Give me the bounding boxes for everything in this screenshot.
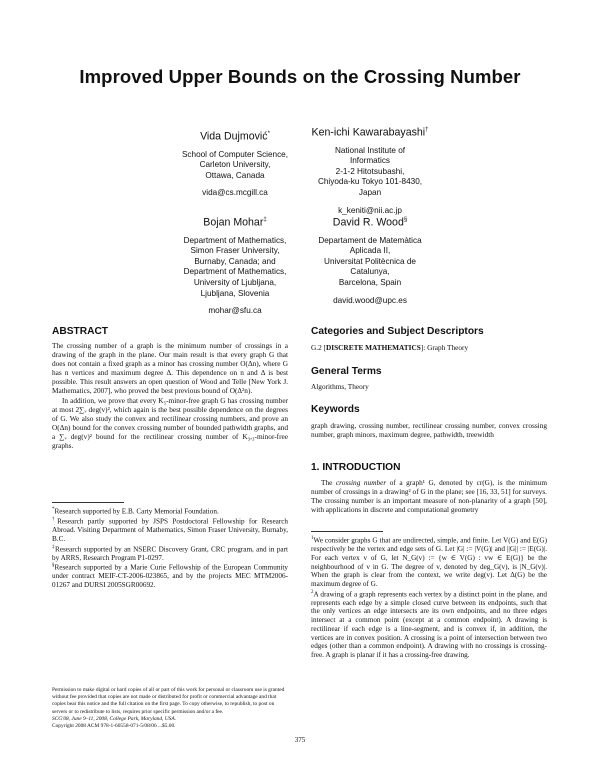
footnote-text: Research supported by an NSERC Discovery Grant, CRC program, and in part by ARRS, Research Program P1-0297. <box>52 544 288 562</box>
affiliation-line: Simon Fraser University, <box>190 246 280 256</box>
footnote-text: Research partly supported by JSPS Postdoctoral Fellowship for Research Abroad. Visiting Department of Mathematics, Simon Fraser University, Burnaby, B.C. <box>52 517 289 543</box>
affiliation-line: Barcelona, Spain <box>338 277 402 287</box>
affiliation-line: Carleton University, <box>199 160 271 170</box>
affiliation-line: School of Computer Science, <box>181 149 289 159</box>
affiliation-line: Chiyoda-ku Tokyo 101-8430, <box>317 177 423 187</box>
footnote-mark: § <box>52 563 55 569</box>
footnote <box>52 544 288 563</box>
author-footnote-mark: ‡ <box>263 217 267 223</box>
author-email: k_keniti@nii.ac.jp <box>338 205 402 215</box>
affiliation-line: National Institute of <box>334 145 406 155</box>
paper-title: Improved Upper Bounds on the Crossing Number <box>79 66 521 87</box>
permission-notice <box>52 687 288 730</box>
footnote-text: Research supported by E.B. Carty Memorial Foundation. <box>54 507 219 516</box>
page-number: 375 <box>294 736 306 744</box>
introduction-heading: 1. INTRODUCTION <box>311 462 401 473</box>
affiliation-line: Burnaby, Canada; and <box>194 256 276 266</box>
author-email: vida@cs.mcgill.ca <box>202 188 268 198</box>
footnote-mark: * <box>52 507 55 512</box>
footnote <box>52 506 288 516</box>
footnote-rule <box>311 531 383 532</box>
abstract-paragraph: In addition, we prove that every K₅-minor-free graph G has crossing number at most 2∑ᵥ deg(v)², which again is the best possible dependence on the degrees of G. We also study the convex and rectilinear crossing numbers, and prove an O(Δn) bound for the convex crossing number of bounded pathwidth graphs, and a ∑ᵥ deg(v)² bound for the rectilinear crossing number of K₃,₃-minor-free graphs. <box>52 395 288 451</box>
author-email: mohar@sfu.ca <box>208 306 262 316</box>
footnote-mark: 2 <box>311 589 314 595</box>
copyright-line: Copyright 2008 ACM 978-1-60558-071-5/08/06 ...$5.00. <box>52 723 176 730</box>
abstract-paragraph: The crossing number of a graph is the minimum number of crossings in a drawing of the graph in the plane. Our main result is that every graph G that does not contain a fixed graph as a minor has crossing number O(Δn), where G has n vertices and maximum degree Δ. This dependence on n and Δ is best possible. This result answers an open question of Wood and Telle [New York J. Mathematics, 2007], who proved the best previous bound of O(Δ²n). <box>52 341 288 396</box>
footnote-mark: † <box>52 517 58 523</box>
author-footnote-mark: § <box>403 217 408 223</box>
footnote <box>52 562 288 590</box>
footnote-text: A drawing of a graph represents each vertex by a distinct point in the plane, and represents each edge by a simple closed curve between its endpoints, such that the only vertices an edge intersects are its own endpoints, and no three edges intersect at a common point (except at a common endpoint). A drawing is rectilinear if each edge is a line-segment, and is convex if, in addition, the vertices are in convex position. A crossing is a point of intersection between two edges (other than a common endpoint). A drawing with no crossings is crossing-free. A graph is planar if it has a crossing-free drawing. <box>311 590 547 659</box>
affiliation-line: Aplicada II, <box>349 246 391 256</box>
permission-text: Permission to make digital or hard copies of all or part of this work for personal or classroom use is granted without fee provided that copies are not made or distributed for profit or commercial advantage and that copies bear this notice and the full citation on the first page. To copy otherwise, to republish, to post on servers or to redistribute to lists, requires prior specific permission and/or a fee. <box>52 687 285 715</box>
footnote-mark: 1 <box>311 536 314 541</box>
author-email: david.wood@upc.es <box>333 295 407 305</box>
footnote-text: We consider graphs G that are undirected, simple, and finite. Let V(G) and E(G) respectively be the vertex and edge sets of G. Let |G| := |V(G)| and ||G|| := |E(G)|. For each vertex v of G, let N_G(v) := {w ∈ V(G) : vw ∈ E(G)} be the neighbourhood of v in G. The degree of v, denoted by deg_G(v), is |N_G(v)|. When the graph is clear from the context, we write deg(v). Let Δ(G) be the maximum degree of G. <box>311 536 547 588</box>
footnote-text: Research supported by a Marie Curie Fellowship of the European Community under contract MEIF-CT-2006-023865, and by the projects MEC MTM2006-01267 and DURSI 2005SGR00692. <box>52 563 288 590</box>
author-name: Vida Dujmović <box>200 130 268 143</box>
footnote-mark: ‡ <box>52 544 56 550</box>
author-footnote-mark: * <box>267 131 270 137</box>
affiliation-line: Department of Mathematics, <box>183 235 287 245</box>
author-block <box>290 124 450 216</box>
footnote-rule <box>52 502 124 503</box>
author-name: Ken-ichi Kawarabayashi <box>311 126 426 139</box>
footnote <box>311 589 547 660</box>
abstract-heading: ABSTRACT <box>52 326 109 337</box>
venue-line: SCG'08, June 9–11, 2008, College Park, Maryland, USA. <box>52 715 176 722</box>
affiliation-line: Department of Mathematics, <box>183 267 287 277</box>
abstract-body <box>52 341 288 450</box>
keywords-text: graph drawing, crossing number, rectilinear crossing number, convex crossing number, graph minors, maximum degree, pathwidth, treewidth <box>311 421 547 440</box>
affiliation-line: University of Ljubljana, <box>193 277 277 287</box>
footnotes-right <box>311 535 547 660</box>
affiliation-line: Ljubljana, Slovenia <box>200 288 270 298</box>
affiliation-line: Ottawa, Canada <box>205 170 265 180</box>
keywords-heading: Keywords <box>311 404 360 415</box>
footnotes-left <box>52 506 288 590</box>
general-terms-heading: General Terms <box>311 366 382 377</box>
defined-term: crossing number <box>335 478 387 487</box>
author-footnote-mark: † <box>425 127 429 133</box>
introduction-body: The crossing number of a graph¹ G, denoted by cr(G), is the minimum number of crossings in a drawing² of G in the plane; see [16, 33, 51] for surveys. The crossing number is an important measure of non-planarity of a graph [50], with applications in discrete and computational geometry <box>311 478 547 515</box>
general-terms-text: Algorithms, Theory <box>311 382 369 391</box>
affiliation-line: Japan <box>358 187 382 197</box>
affiliation-line: Departament de Matemàtica <box>318 235 422 245</box>
affiliation-line: Catalunya, <box>350 267 390 277</box>
category-name: DISCRETE MATHEMATICS <box>326 343 421 352</box>
footnote <box>311 535 547 589</box>
categories-heading: Categories and Subject Descriptors <box>311 326 484 337</box>
author-block <box>290 214 450 306</box>
affiliation-line: 2-1-2 Hitotsubashi, <box>335 166 405 176</box>
author-name: David R. Wood <box>332 216 404 229</box>
author-name: Bojan Mohar <box>203 216 264 229</box>
footnote <box>52 516 288 544</box>
affiliation-line: Universitat Politècnica de <box>324 256 416 266</box>
categories-text: G.2 [DISCRETE MATHEMATICS]: Graph Theory <box>311 343 469 352</box>
affiliation-line: Informatics <box>349 156 391 166</box>
